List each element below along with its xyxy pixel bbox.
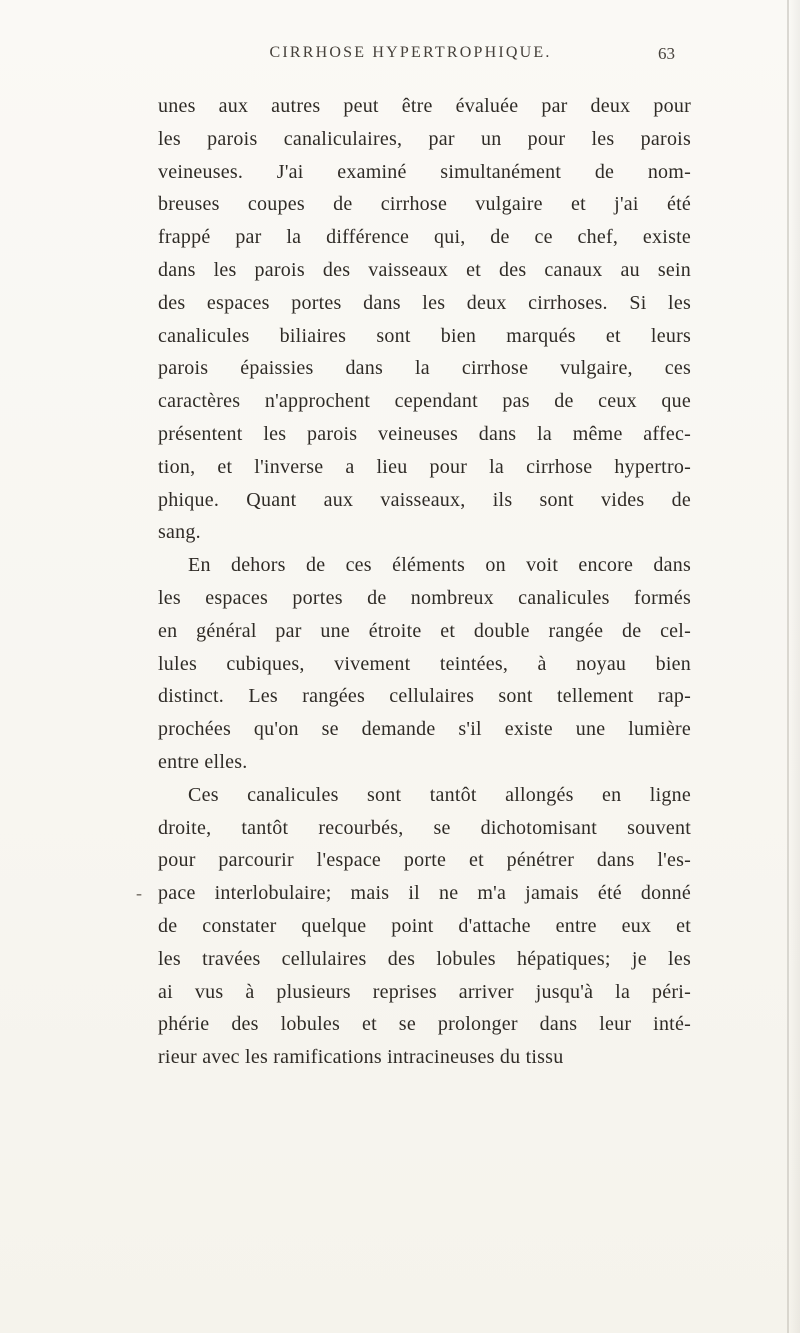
text-line: présentent les parois veineuses dans la même affec- (158, 422, 691, 445)
text-line: En dehors de ces éléments on voit encore dans (188, 554, 691, 577)
text-line: Ces canalicules sont tantôt allongés en ligne (188, 783, 691, 806)
text-line: rieur avec les ramifications intracineuses du tissu (158, 1046, 564, 1069)
text-line: ai vus à plusieurs reprises arriver jusqu'à la péri- (158, 980, 691, 1003)
text-line: caractères n'approchent cependant pas de ceux que (158, 390, 691, 413)
text-line: en général par une étroite et double rangée de cel- (158, 619, 691, 642)
text-line: phérie des lobules et se prolonger dans leur inté- (158, 1013, 691, 1036)
margin-mark: - (136, 883, 143, 904)
text-line: droite, tantôt recourbés, se dichotomisant souvent (158, 816, 691, 839)
text-line: pour parcourir l'espace porte et pénétrer dans l'es- (158, 849, 691, 872)
text-line: de constater quelque point d'attache entre eux et (158, 914, 691, 937)
text-line: les travées cellulaires des lobules hépatiques; je les (158, 947, 691, 970)
page-body (136, 90, 691, 1074)
page-edge-shade (789, 0, 800, 1333)
paragraph (158, 549, 691, 779)
text-line: prochées qu'on se demande s'il existe une lumière (158, 718, 691, 741)
text-line: distinct. Les rangées cellulaires sont tellement rap- (158, 685, 691, 708)
paragraph (136, 779, 691, 1074)
text-line: tion, et l'inverse a lieu pour la cirrhose hypertro- (158, 455, 691, 478)
text-line: parois épaissies dans la cirrhose vulgaire, ces (158, 357, 691, 380)
text-line: des espaces portes dans les deux cirrhoses. Si les (158, 291, 691, 314)
text-line: les parois canaliculaires, par un pour les parois (158, 127, 691, 150)
text-line: phique. Quant aux vaisseaux, ils sont vides de (158, 488, 691, 511)
text-line: veineuses. J'ai examiné simultanément de nom- (158, 160, 691, 183)
text-line: sang. (158, 521, 201, 544)
page-number: 63 (658, 44, 675, 63)
text-line: unes aux autres peut être évaluée par deux pour (158, 95, 691, 117)
text-line: breuses coupes de cirrhose vulgaire et j'ai été (158, 193, 691, 216)
running-head-title: CIRRHOSE HYPERTROPHIQUE. (269, 44, 552, 61)
page-edge-line (787, 0, 789, 1333)
text-line: lules cubiques, vivement teintées, à noyau bien (158, 652, 691, 675)
running-header (158, 44, 691, 68)
text-line: canalicules biliaires sont bien marqués et leurs (158, 324, 691, 347)
paragraph (158, 90, 691, 549)
text-line: entre elles. (158, 750, 248, 773)
text-line: dans les parois des vaisseaux et des canaux au sein (158, 258, 691, 281)
text-line: les espaces portes de nombreux canalicules formés (158, 586, 691, 609)
text-line: frappé par la différence qui, de ce chef, existe (158, 226, 691, 249)
text-line: pace interlobulaire; mais il ne m'a jamais été donné - (158, 877, 691, 910)
